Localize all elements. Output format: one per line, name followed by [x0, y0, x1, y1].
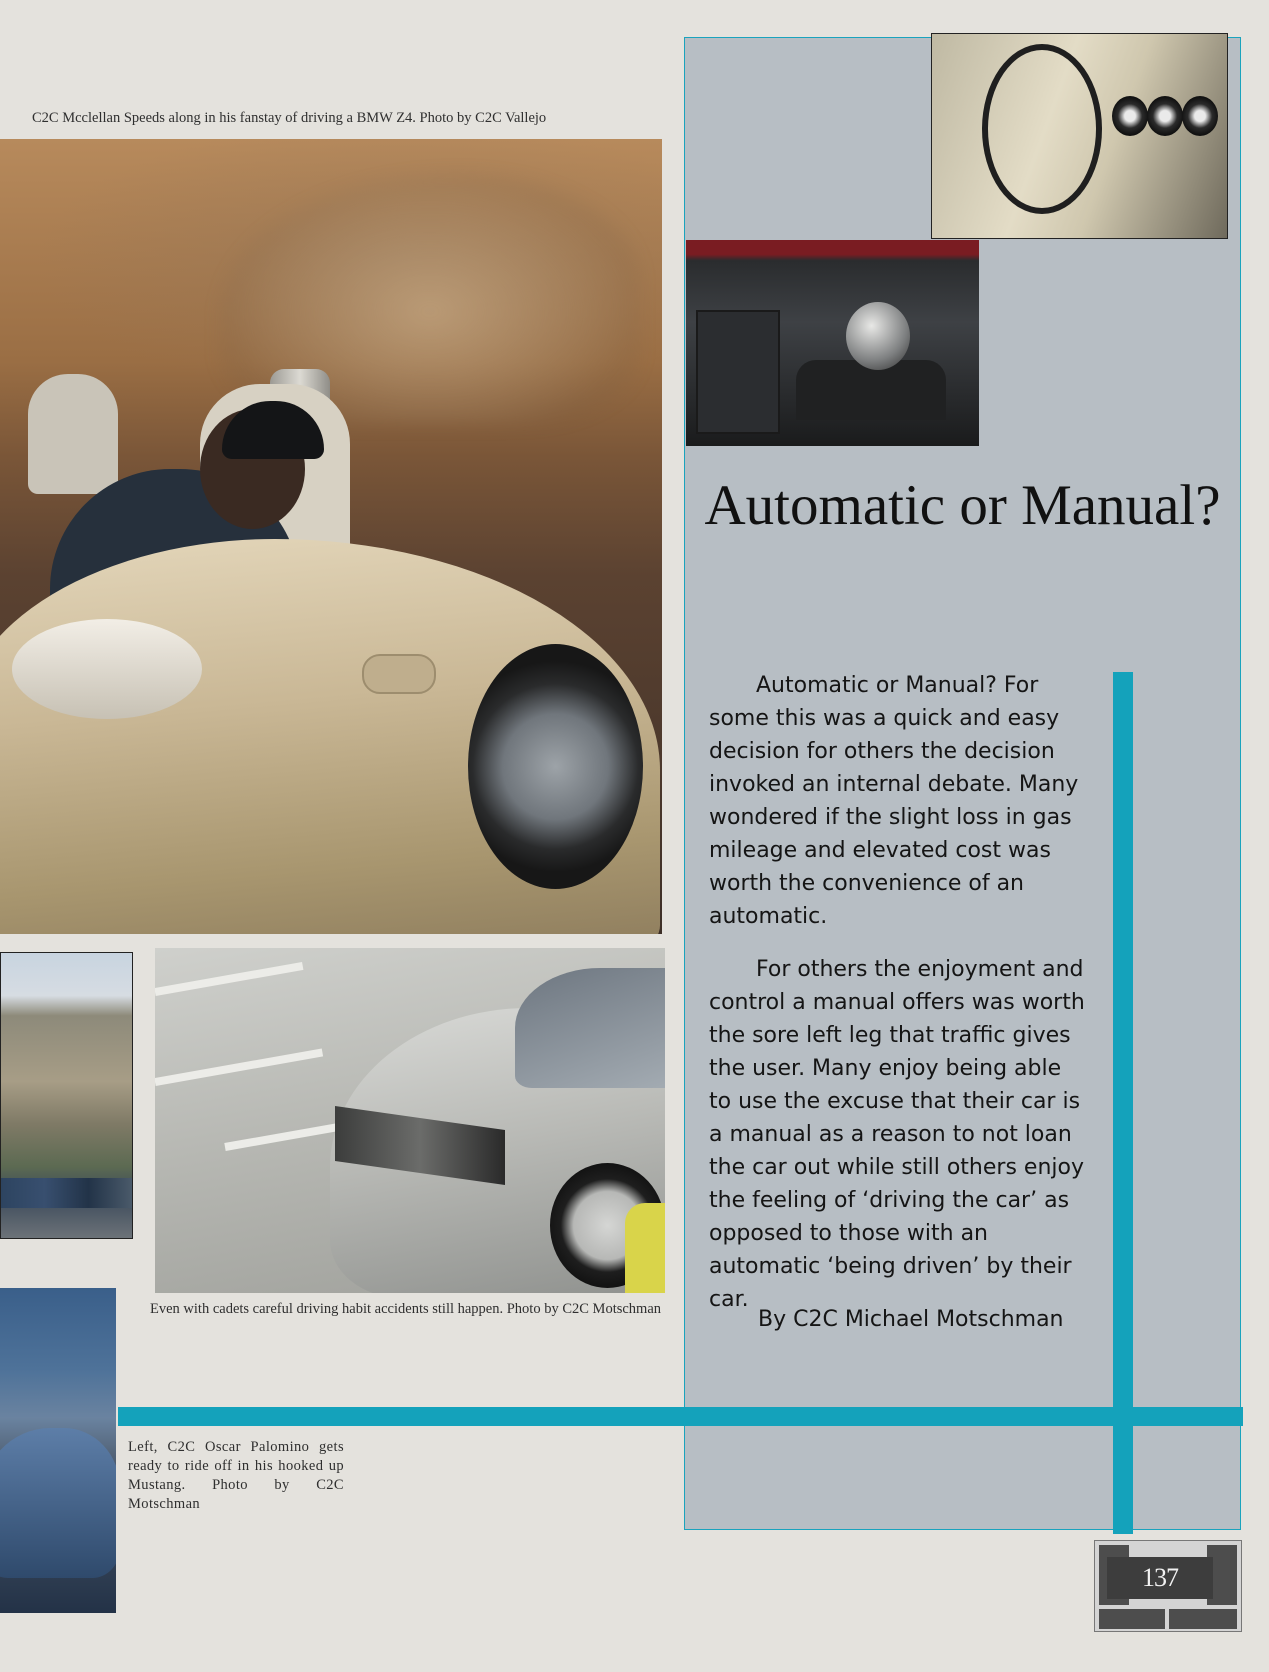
photo-bmw-z4 — [0, 139, 662, 934]
photo-side-mirror — [12, 619, 202, 719]
article-byline: By C2C Michael Motschman — [758, 1307, 1064, 1332]
photo-caption-mustang: Left, C2C Oscar Palomino gets ready to ride off in his hooked up Mustang. Photo by C2C Motschman — [128, 1439, 344, 1512]
photo-door-handle — [362, 654, 436, 694]
photo-person-safety-vest — [625, 1203, 665, 1293]
photo-steering-wheel — [982, 44, 1102, 214]
photo-gauge — [1147, 96, 1183, 136]
photo-lane-marking — [155, 1049, 323, 1086]
photo-mountain-parking — [0, 952, 133, 1239]
photo-seat — [28, 374, 118, 494]
article-title: Automatic or Manual? — [704, 474, 1221, 537]
photo-parked-cars — [1, 1178, 132, 1208]
photo-caption-bmw: C2C Mcclellan Speeds along in his fanstay of driving a BMW Z4. Photo by C2C Vallejo — [32, 110, 547, 126]
photo-gauge — [1182, 96, 1218, 136]
article-paragraph: Automatic or Manual? For some this was a quick and easy decision for others the decision invoked an internal debate. Many wondered if the slight loss in gas mileage and elevated cost was worth the convenience of an automatic. — [709, 673, 1079, 929]
page-number: 137 — [1107, 1557, 1213, 1599]
photo-windshield — [515, 968, 665, 1088]
page-number-tile — [1169, 1609, 1237, 1629]
photo-car-accident — [155, 948, 665, 1293]
article-paragraph: For others the enjoyment and control a manual offers was worth the sore left leg that traffic gives the user. Many enjoy being able to use the excuse that their car is a manual as a reason to not loan the car out while still others enjoy the feeling of ‘driving the car’ as opposed to those with an automatic ‘being driven’ by their car. — [709, 957, 1085, 1312]
photo-wheel — [468, 644, 643, 889]
accent-bar-vertical — [1113, 672, 1133, 1534]
photo-vintage-dashboard — [931, 33, 1228, 239]
photo-gear-shifter — [686, 240, 979, 446]
page-number-tile — [1099, 1609, 1165, 1629]
photo-console — [696, 310, 780, 434]
photo-gauge — [1112, 96, 1148, 136]
accent-bar-horizontal — [118, 1407, 1243, 1426]
photo-lane-marking — [155, 962, 303, 996]
article-body — [709, 669, 1087, 1336]
photo-mustang — [0, 1288, 116, 1613]
photo-caption-accident: Even with cadets careful driving habit accidents still happen. Photo by C2C Motschman — [150, 1301, 662, 1317]
photo-mustang-car — [0, 1428, 116, 1578]
photo-shift-knob — [846, 302, 910, 370]
